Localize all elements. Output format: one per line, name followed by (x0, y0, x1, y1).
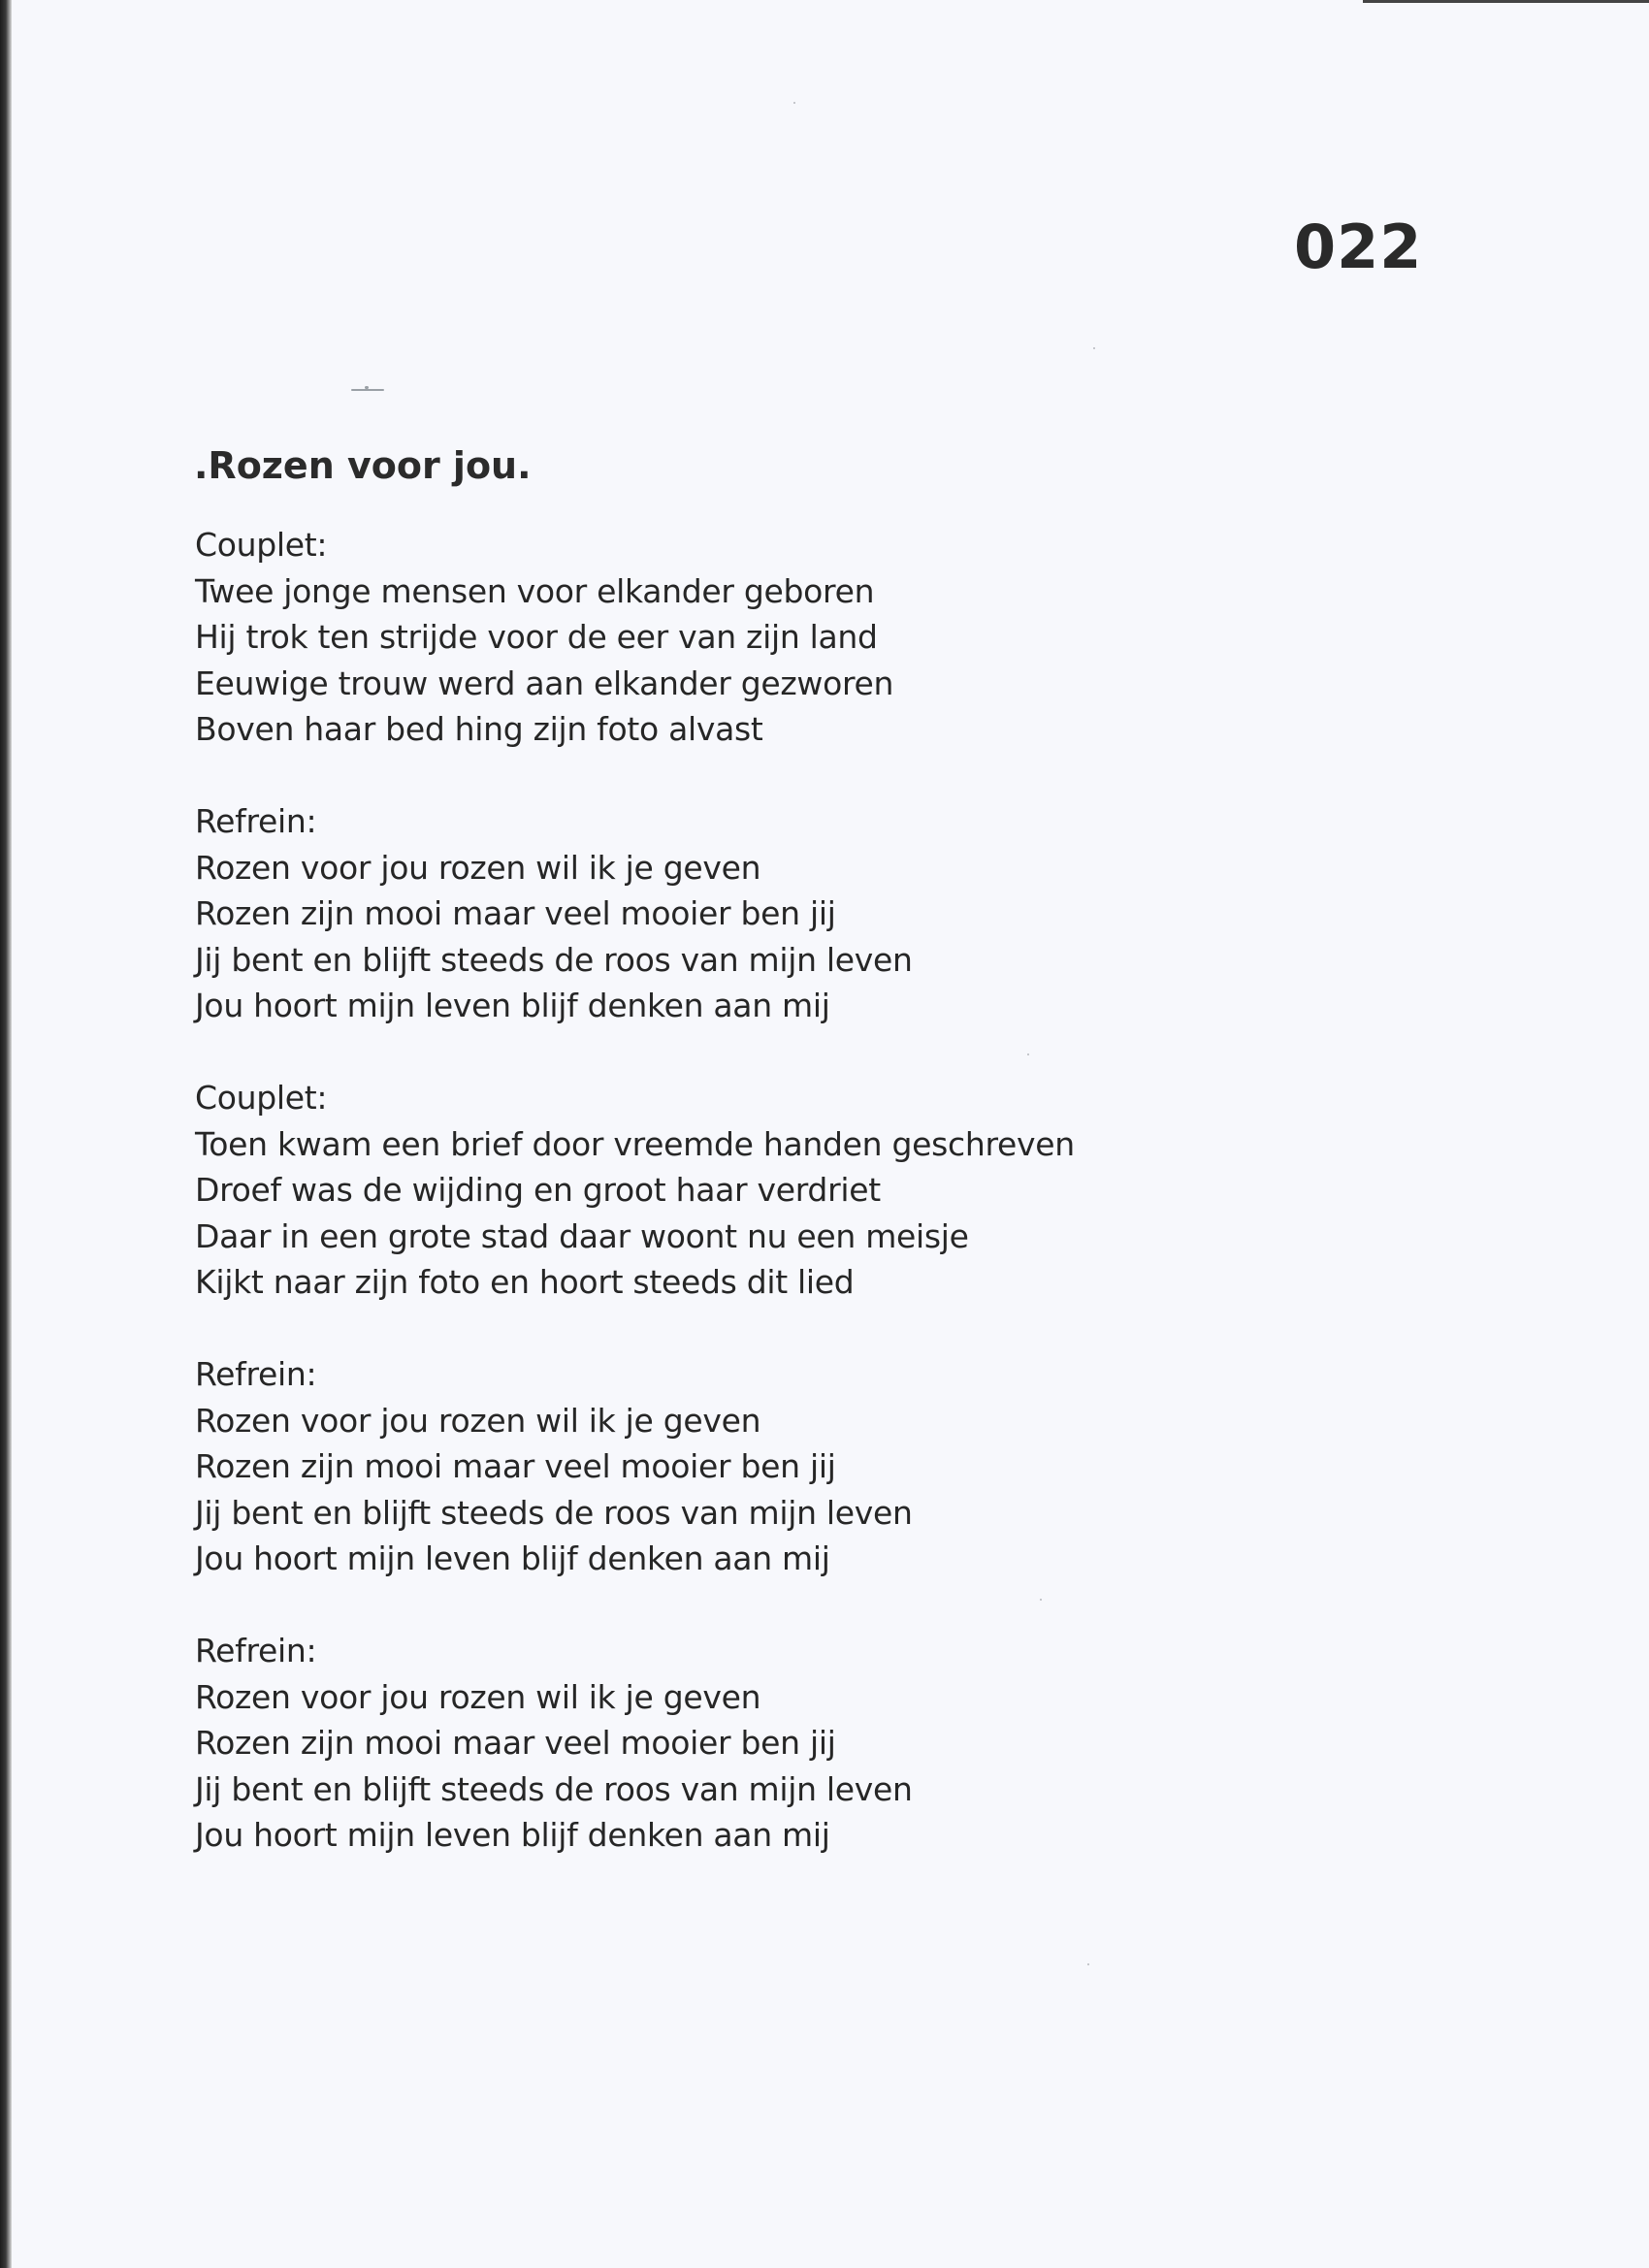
stanza (195, 1351, 1359, 1582)
lyric-line: Droef was de wijding en groot haar verdriet (195, 1171, 881, 1209)
stanza-label: Refrein: (195, 1632, 317, 1669)
scan-left-edge (0, 0, 12, 2268)
stanza-label: Couplet: (195, 1079, 328, 1117)
page-number: 022 (1294, 211, 1423, 282)
lyric-line: Toen kwam een brief door vreemde handen geschreven (195, 1124, 1075, 1163)
lyrics (195, 522, 1359, 1904)
lyric-line: Rozen zijn mooi maar veel mooier ben jij (195, 894, 836, 932)
dust-speck (1093, 347, 1095, 349)
lyric-line: Rozen zijn mooi maar veel mooier ben jij (195, 1447, 836, 1485)
lyric-line: Twee jonge mensen voor elkander geboren (195, 571, 875, 610)
lyric-line: Eeuwige trouw werd aan elkander gezworen (195, 664, 894, 702)
stanza-label: Refrein: (195, 1355, 317, 1393)
lyric-line: Daar in een grote stad daar woont nu een meisje (195, 1216, 969, 1255)
dust-speck (1040, 1599, 1042, 1601)
lyric-line: Jij bent en blijft steeds de roos van mijn leven (195, 1769, 913, 1808)
lyric-line: Rozen voor jou rozen wil ik je geven (195, 1401, 761, 1440)
stanza (195, 1075, 1359, 1306)
dust-speck (1027, 1053, 1029, 1055)
lyric-line: Kijkt naar zijn foto en hoort steeds dit lied (195, 1263, 855, 1301)
stanza (195, 798, 1359, 1029)
lyric-line: Jou hoort mijn leven blijf denken aan mij (195, 987, 830, 1024)
lyric-line: Jou hoort mijn leven blijf denken aan mij (195, 1816, 830, 1854)
lyric-line: Rozen voor jou rozen wil ik je geven (195, 1677, 761, 1716)
stanza (195, 522, 1359, 753)
lyric-line: Jou hoort mijn leven blijf denken aan mij (195, 1539, 830, 1577)
lyric-line: Rozen voor jou rozen wil ik je geven (195, 848, 761, 887)
song-title: .Rozen voor jou. (194, 444, 532, 487)
ink-smudge (351, 386, 384, 392)
lyric-line: Rozen zijn mooi maar veel mooier ben jij (195, 1724, 836, 1762)
dust-speck (793, 102, 795, 104)
lyric-line: Jij bent en blijft steeds de roos van mijn leven (195, 940, 913, 979)
stanza (195, 1628, 1359, 1859)
lyric-line: Jij bent en blijft steeds de roos van mijn leven (195, 1493, 913, 1532)
dust-speck (1087, 1963, 1089, 1965)
scan-top-edge (1363, 0, 1649, 3)
stanza-label: Couplet: (195, 526, 328, 564)
stanza-label: Refrein: (195, 802, 317, 840)
lyric-line: Hij trok ten strijde voor de eer van zijn land (195, 618, 878, 656)
lyric-line: Boven haar bed hing zijn foto alvast (195, 710, 763, 748)
